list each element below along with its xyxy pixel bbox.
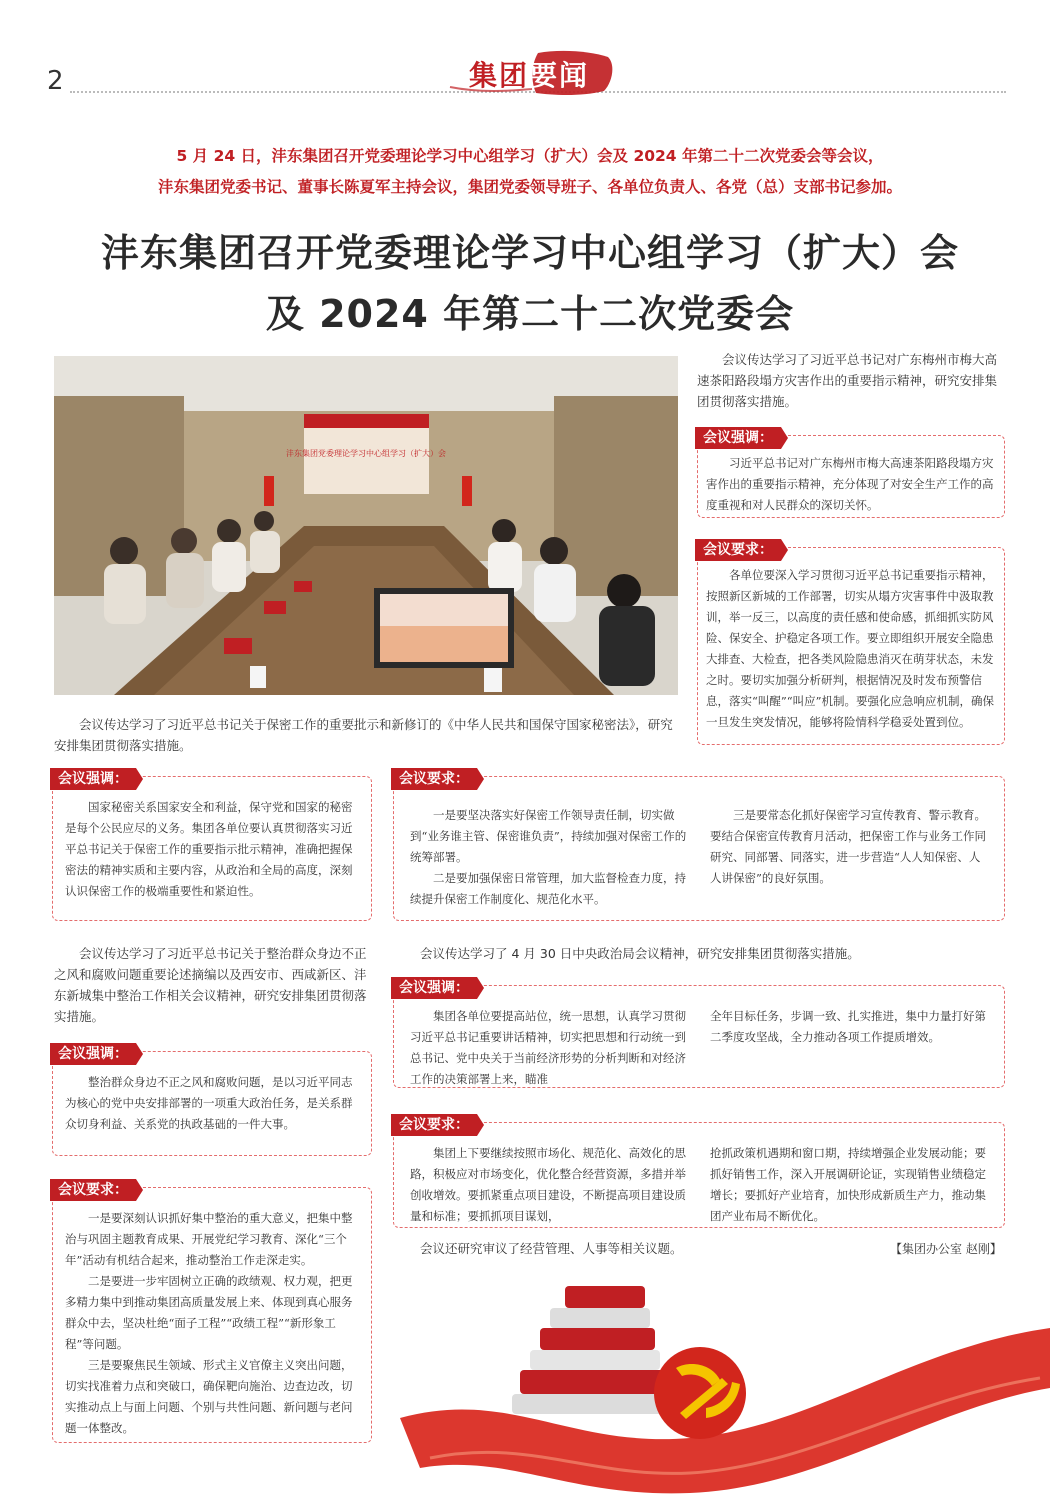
right-emphasis-tag: 会议强调： bbox=[695, 427, 781, 449]
masses-require-box bbox=[52, 1187, 372, 1443]
masses-require-tag: 会议要求： bbox=[50, 1179, 136, 1201]
right-require-box bbox=[697, 547, 1005, 745]
headline-line-2: 及 2024 年第二十二次党委会 bbox=[265, 292, 795, 336]
politburo-require-right: 抢抓政策机遇期和窗口期，持续增强企业发展动能；要抓好销售工作，深入开展调研论证，实现销售业绩稳定增长；要抓好产业培育，加快形成新质生产力，推动集团产业布局不断优化。 bbox=[710, 1146, 986, 1223]
masses-emphasis-box bbox=[52, 1051, 372, 1156]
section-title-part: 集团 bbox=[468, 59, 529, 92]
lead-line-2: 沣东集团党委书记、董事长陈夏军主持会议，集团党委领导班子、各单位负责人、各党（总）支部书记参加。 bbox=[157, 178, 902, 196]
politburo-require-left: 集团上下要继续按照市场化、规范化、高效化的思路，积极应对市场变化，优化整合经营资源，多措并举创收增效。要抓紧重点项目建设，不断提高项目建设质量和标准；要抓抓项目谋划， bbox=[410, 1146, 686, 1223]
screen-text: 沣东集团党委理论学习中心组学习（扩大）会 bbox=[286, 449, 446, 458]
masses-require-p3: 三是要聚焦民生领域、形式主义官僚主义突出问题，切实找准着力点和突破口，确保靶向施治、边查边改，切实推动点上与面上问题、个别与共性问题、新问题与老问题一体整改。 bbox=[65, 1358, 353, 1435]
secrecy-require-tag: 会议要求： bbox=[391, 768, 477, 790]
secrecy-emphasis-tag: 会议强调： bbox=[50, 768, 136, 790]
headline-line-1: 沣东集团召开党委理论学习中心组学习（扩大）会 bbox=[100, 231, 959, 275]
masses-intro: 会议传达学习了习近平总书记关于整治群众身边不正之风和腐败问题重要论述摘编以及西安市、西咸新区、沣东新城集中整治工作相关会议精神，研究安排集团贯彻落实措施。 bbox=[54, 946, 367, 1024]
section-title bbox=[454, 54, 604, 94]
article-source: 【集团办公室 赵刚】 bbox=[890, 1242, 1002, 1256]
secrecy-emphasis-text: 国家秘密关系国家安全和利益，保守党和国家的秘密是每个公民应尽的义务。集团各单位要认真贯彻落实习近平总书记关于保密工作的重要指示批示精神，准确把握保密法的精神实质和主要内容，从政治和全局的高度，深刻认识保密工作的极端重要性和紧迫性。 bbox=[65, 800, 353, 898]
section-title-highlight: 要闻 bbox=[529, 59, 590, 92]
party-emblem-ribbon-graphic bbox=[390, 1268, 1058, 1512]
politburo-emphasis-tag: 会议强调： bbox=[391, 977, 477, 999]
closing-paragraph: 会议还研究审议了经营管理、人事等相关议题。 bbox=[420, 1241, 683, 1256]
politburo-require-box bbox=[393, 1122, 1005, 1228]
politburo-intro: 会议传达学习了 4 月 30 日中央政治局会议精神，研究安排集团贯彻落实措施。 bbox=[420, 946, 860, 961]
meeting-photo bbox=[54, 356, 678, 695]
photo-caption: 会议传达学习了习近平总书记关于保密工作的重要批示和新修订的《中华人民共和国保守国家秘密法》，研究安排集团贯彻落实措施。 bbox=[54, 717, 673, 753]
politburo-emphasis-right: 全年目标任务，步调一致、扎实推进，集中力量打好第二季度攻坚战，全力推动各项工作提质增效。 bbox=[710, 1009, 986, 1044]
lead-line-1: 5 月 24 日，沣东集团召开党委理论学习中心组学习（扩大）会及 2024 年第二十二次党委会等会议， bbox=[176, 147, 884, 165]
right-require-tag: 会议要求： bbox=[695, 539, 781, 561]
secrecy-emphasis-box bbox=[52, 776, 372, 921]
masses-emphasis-tag: 会议强调： bbox=[50, 1043, 136, 1065]
secrecy-require-p2: 二是要加强保密日常管理，加大监督检查力度，持续提升保密工作制度化、规范化水平。 bbox=[410, 871, 686, 906]
politburo-require-tag: 会议要求： bbox=[391, 1114, 477, 1136]
masses-emphasis-text: 整治群众身边不正之风和腐败问题，是以习近平同志为核心的党中央安排部署的一项重大政治任务，是关系群众切身利益、关系党的执政基础的一件大事。 bbox=[65, 1075, 353, 1131]
right-require-text: 各单位要深入学习贯彻习近平总书记重要指示精神，按照新区新城的工作部署，切实从塌方灾害事件中汲取教训，举一反三，以高度的责任感和使命感，抓细抓实防风险、保安全、护稳定各项工作。要立即组织开展安全隐患大排查、大检查，把各类风险隐患消灭在萌芽状态，未发之时。要切实加强分析研判，根据情况及时发布预警信息，落实“叫醒”“叫应”机制。要强化应急响应机制，确保一旦发生突发情况，能够将险情科学稳妥处置到位。 bbox=[706, 568, 995, 729]
masses-require-p2: 二是要进一步牢固树立正确的政绩观、权力观，把更多精力集中到推动集团高质量发展上来、体现到真心服务群众中去，坚决杜绝“面子工程”“政绩工程”“新形象工程”等问题。 bbox=[65, 1274, 353, 1351]
secrecy-require-box bbox=[393, 776, 1005, 921]
politburo-emphasis-box bbox=[393, 985, 1005, 1088]
section-heading bbox=[440, 47, 615, 99]
secrecy-require-p3: 三是要常态化抓好保密学习宣传教育、警示教育。要结合保密宣传教育月活动，把保密工作与业务工作同研究、同部署、同落实，进一步营造“人人知保密、人人讲保密”的良好氛围。 bbox=[710, 808, 986, 885]
politburo-emphasis-left: 集团各单位要提高站位，统一思想，认真学习贯彻习近平总书记重要讲话精神，切实把思想和行动统一到总书记、党中央关于当前经济形势的分析判断和对经济工作的决策部署上来，瞄准 bbox=[410, 1009, 686, 1086]
right-emphasis-text: 习近平总书记对广东梅州市梅大高速茶阳路段塌方灾害作出的重要指示精神，充分体现了对安全生产工作的高度重视和对人民群众的深切关怀。 bbox=[706, 456, 994, 512]
secrecy-require-p1: 一是要坚决落实好保密工作领导责任制，切实做到“业务谁主管、保密谁负责”，持续加强对保密工作的统筹部署。 bbox=[410, 808, 687, 864]
masses-require-p1: 一是要深刻认识抓好集中整治的重大意义，把集中整治与巩固主题教育成果、开展党纪学习教育、深化“三个年”活动有机结合起来，推动整治工作走深走实。 bbox=[65, 1211, 353, 1267]
right-intro: 会议传达学习了习近平总书记对广东梅州市梅大高速茶阳路段塌方灾害作出的重要指示精神，研究安排集团贯彻落实措施。 bbox=[697, 352, 998, 409]
page-number: 2 bbox=[47, 66, 64, 96]
